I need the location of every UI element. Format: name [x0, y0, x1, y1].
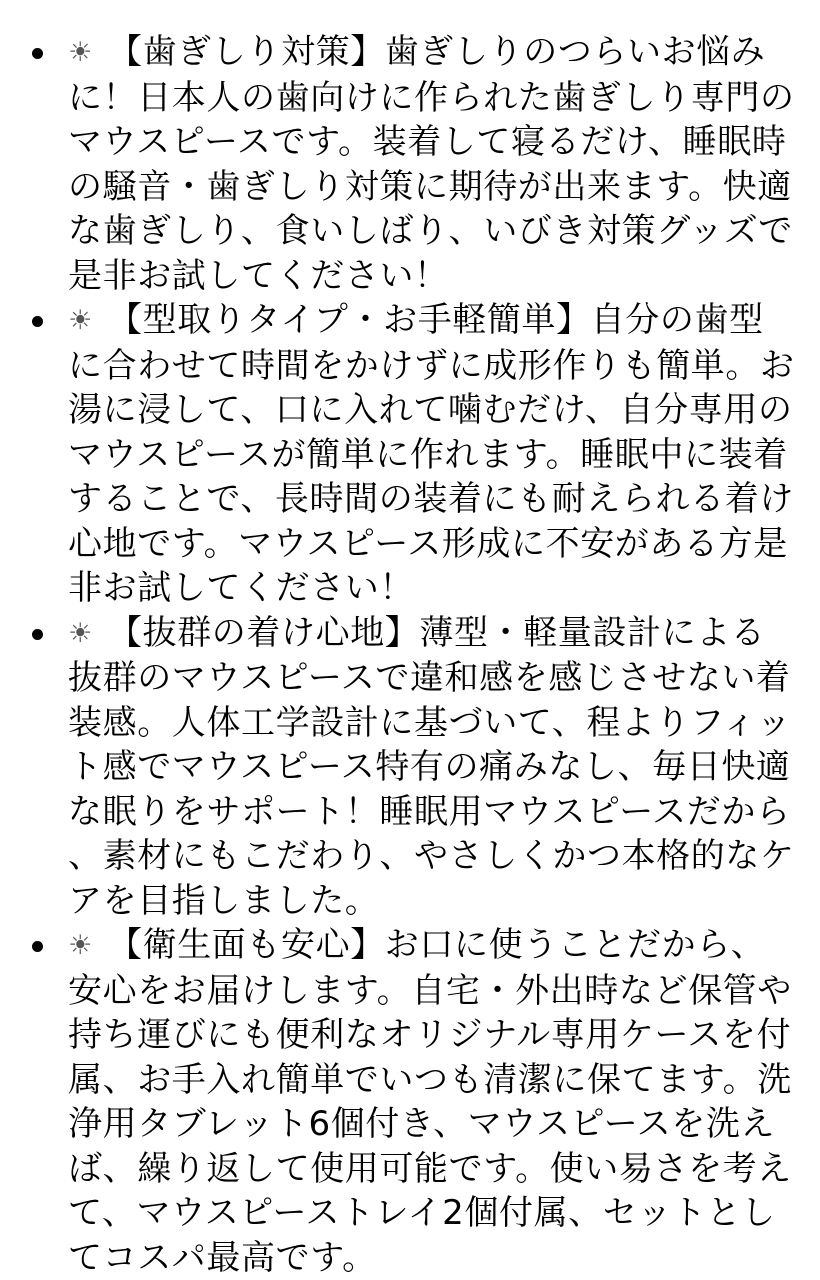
list-item [68, 923, 796, 1280]
bullet-dot-icon [32, 941, 43, 952]
sun-icon: ☀ [68, 617, 93, 649]
bullet-dot-icon [32, 629, 43, 640]
feature-text: 【歯ぎしり対策】歯ぎしりのつらいお悩みに！日本人の歯向けに作られた歯ぎしり専門のマウスピースです。装着して寝るだけ、睡眠時の騒音・歯ぎしり対策に期待が出来ます。快適な歯ぎしり、食いしばり、いびき対策グッズで是非お試してください！ [68, 32, 795, 296]
list-item [68, 298, 796, 611]
list-item [68, 611, 796, 924]
list-item [68, 30, 796, 298]
bullet-dot-icon [32, 48, 43, 59]
feature-text: 【抜群の着け心地】薄型・軽量設計による抜群のマウスピースで違和感を感じさせない着装感。人体工学設計に基づいて、程よりフィット感でマウスピース特有の痛みなし、毎日快適な眠りをサポート！睡眠用マウスピースだから、素材にもこだわり、やさしくかつ本格的なケアを目指しました。 [68, 612, 795, 921]
sun-icon: ☀ [68, 37, 93, 68]
sun-icon: ☀ [68, 305, 93, 336]
feature-list [68, 30, 796, 1280]
bullet-dot-icon [32, 316, 43, 327]
feature-text: 【型取りタイプ・お手軽簡単】自分の歯型に合わせて時間をかけずに成形作りも簡単。お湯に浸して、口に入れて噛むだけ、自分専用のマウスピースが簡単に作れます。睡眠中に装着することで、長時間の装着にも耐えられる着け心地です。マウスピース形成に不安がある方是非お試してください！ [68, 300, 795, 608]
sun-icon: ☀ [68, 930, 93, 961]
feature-text: 【衛生面も安心】お口に使うことだから、安心をお届けします。自宅・外出時など保管や持ち運びにも便利なオリジナル専用ケースを付属、お手入れ簡単でいつも清潔に保てます。洗浄用タブレット6個付き、マウスピースを洗えば、繰り返して使用可能です。使い易さを考えて、マウスピーストレイ2個付属、セットとしてコスパ最高です。 [68, 925, 792, 1278]
